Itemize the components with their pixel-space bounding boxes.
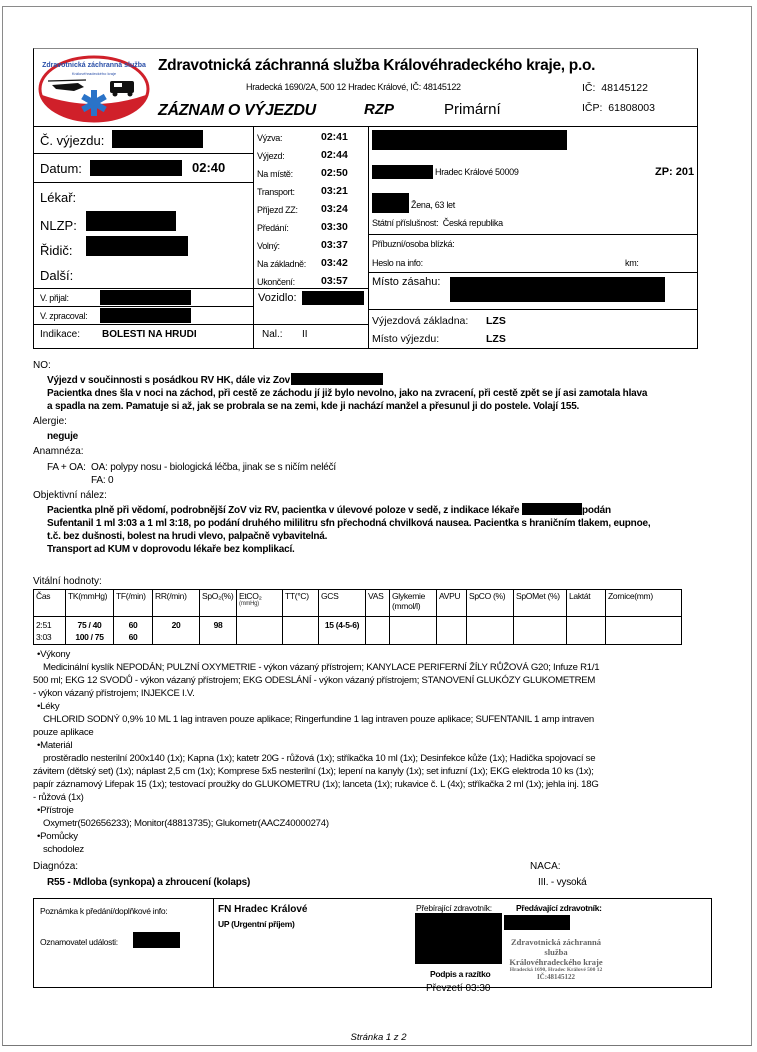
redacted-block <box>100 290 191 305</box>
anamnesis-text: OA: polypy nosu - biologická léčba, jinak se s ničím neléčí FA: 0 <box>91 462 336 486</box>
redacted-block <box>291 373 383 385</box>
time-row: Na místě: 02:50 <box>257 167 348 179</box>
dispatch-info-grid <box>33 127 698 349</box>
time-row: Výzva: 02:41 <box>257 131 348 143</box>
allergy-label: Alergie: <box>33 416 67 427</box>
vitals-label: Vitální hodnoty: <box>33 576 102 587</box>
organization-address: Hradecká 1690/2A, 500 12 Hradec Králové, IČ: 48145122 <box>246 82 461 92</box>
ic-number: IČ: 48145122 <box>582 82 648 94</box>
time-row: Předání: 03:30 <box>257 221 348 233</box>
redacted-block <box>133 932 180 948</box>
diagnosis-value: R55 - Mdloba (synkopa) a zhroucení (kolaps) <box>47 877 251 888</box>
redacted-block <box>302 291 364 305</box>
redacted-block <box>504 915 570 930</box>
anamnesis-label: Anamnéza: <box>33 446 84 457</box>
vehicle-cell: Vozidlo: <box>254 289 368 325</box>
no-text: Výjezd v součinnosti s posádkou RV HK, dále viz Zov Pacientka dnes šla v noci na záchod, při cestě ze záchodu jí již bylo nevolno, jako na zvracení, při cestě zpět se jí asi zamotala hlava a spadla na zem. Pamatuje si až, jak se probrala se na zemi, kde ji nachází manžel a přesunul ji do postele. Volají 155. <box>47 375 648 412</box>
naca-label: NACA: <box>530 861 561 872</box>
redacted-block <box>372 193 409 213</box>
dispatch-number-cell: Č. výjezdu: <box>34 127 253 154</box>
page-number: Stránka 1 z 2 <box>350 1032 407 1043</box>
icp-number: IČP: 61808003 <box>582 102 655 114</box>
crew-type: RZP <box>364 101 394 118</box>
aids-heading: •Pomůcky <box>37 831 78 842</box>
time-row: Na základně: 03:42 <box>257 257 348 269</box>
redacted-block <box>100 308 191 323</box>
times-list <box>257 131 365 293</box>
urgency-cell: Nal.: II <box>262 329 308 340</box>
signature-redacted <box>415 913 502 964</box>
nationality: Státní příslušnost: Česká republika <box>372 218 503 228</box>
redacted-block <box>90 160 182 176</box>
redacted-block <box>372 165 433 179</box>
vitals-header-row: Čas TK(mmHg) TF(/min) RR(/min) SpO₂(%) EtCO₂ (mmHg) TT(°C) GCS VAS Glykemie (mmol/l) AVPU SpCO (%) SpOMet (%) Laktát Zornice(mm) <box>34 590 682 617</box>
patient-column <box>369 127 697 348</box>
redacted-block <box>450 277 665 302</box>
redacted-block <box>522 503 582 515</box>
incident-location-cell: Místo zásahu: <box>369 273 697 310</box>
handover-box: Poznámka k předání/doplňkové info: Oznamovatel události: FN Hradec Králové UP (Urgentní příjem) Přebírající zdravotník: Podpis a razítko Převzetí 03:30 Předávající zdravotník: Zdravotnická záchranná služba Královéhradeckého kraje Hradecká 1690, Hradec Králové 500 12 IČ:48145122 <box>33 898 712 988</box>
document-title: ZÁZNAM O VÝJEZDU <box>158 102 316 119</box>
redacted-block <box>112 130 203 148</box>
naca-value: III. - vysoká <box>538 877 587 888</box>
diagnosis-label: Diagnóza: <box>33 861 79 872</box>
time-row: Volný: 03:37 <box>257 239 348 251</box>
processed-by-cell: V. zpracoval: <box>34 307 253 325</box>
time-row: Příjezd ZZ: 03:24 <box>257 203 348 215</box>
time-row: Výjezd: 02:44 <box>257 149 348 161</box>
relative-cell: Příbuzní/osoba blízká: Heslo na info: km: <box>369 235 697 273</box>
handover-note-cell: Poznámka k předání/doplňkové info: Oznamovatel události: <box>34 899 214 987</box>
material-heading: •Materiál <box>37 740 73 751</box>
anamnesis-key: FA + OA: <box>47 462 86 473</box>
svg-text:Zdravotnická záchranná služba: Zdravotnická záchranná služba <box>42 62 146 69</box>
date-cell: Datum: 02:40 <box>34 154 253 183</box>
times-column <box>254 127 369 348</box>
times-cell <box>254 127 368 289</box>
received-by-cell: V. přijal: <box>34 289 253 307</box>
organization-stamp: Zdravotnická záchranná služba Královéhradeckého kraje Hradecká 1690, Hradec Králové 500 12 IČ:48145122 <box>509 937 603 981</box>
document-header <box>33 48 698 127</box>
redacted-block <box>86 211 176 231</box>
no-label: NO: <box>33 360 51 371</box>
svg-text:Královéhradeckého kraje: Královéhradeckého kraje <box>71 71 117 76</box>
dispatch-priority: Primární <box>444 101 501 118</box>
crew-column <box>34 127 254 348</box>
allergy-value: neguje <box>47 431 79 442</box>
redacted-block <box>86 236 188 256</box>
objective-finding-text: Pacientka plně při vědomí, podrobnější ZoV viz RV, pacientka v úlevové poloze v sedě, z indikace lékaře podán Sufentanil 1 ml 3:03 a 1 ml 3:18, po podání druhého mililitru sfn přechodná chvilková nausea. Pacientka s hraničním tlakem, eupnoe, t.č. bez dušnosti, bolest na hrudi vlevo, palpačně vybavitelná. Transport ad KUM v doprovodu lékaře bez komplikací. <box>47 505 651 555</box>
objective-finding-label: Objektivní nález: <box>33 490 107 501</box>
devices-heading: •Přístroje <box>37 805 74 816</box>
medications-heading: •Léky <box>37 701 60 712</box>
vitals-table <box>33 589 682 645</box>
base-cell: Výjezdová základna: LZS Místo výjezdu: LZS <box>372 315 506 345</box>
time-row: Transport: 03:21 <box>257 185 348 197</box>
hospital-department: UP (Urgentní příjem) <box>218 919 295 929</box>
organization-name: Zdravotnická záchranná služba Královéhradeckého kraje, p.o. <box>158 57 596 74</box>
redacted-block <box>372 130 567 150</box>
vitals-row: 3:03 100 / 75 60 <box>34 631 682 645</box>
crew-cell: Lékař: NLZP: Řidič: Další: <box>34 183 253 289</box>
time-row: Ukončení: 03:57 <box>257 275 348 287</box>
patient-cell: Hradec Králové 50009 ZP: 201 Žena, 63 let Státní příslušnost: Česká republika <box>369 127 697 235</box>
procedures-list: •Výkony Medicinální kyslík NEPODÁN; PULZNÍ OXYMETRIE - výkon vázaný přístrojem; KANYLACE PERIFERNÍ ŽÍLY RŮŽOVÁ G20; Infuze R1/1 500 ml; EKG 12 SVODŮ - výkon vázaný přístrojem; EKG ODESLÁNÍ - výkon vázaný přístrojem; STANOVENÍ GLUKÓZY GLUKOMETREM - výkon vázaný přístrojem; INJEKCE I.V. •Léky CHLORID SODNÝ 0,9% 10 ML 1 lag intraven pouze aplikace; Ringerfundine 1 lag intraven pouze aplikace; SUFENTANIL 1 amp intraven pouze aplikace •Materiál prostěradlo nesterilní 200x140 (1x); Kapna (1x); katetr 20G - růžová (1x); stříkačka 10 ml (1x); Desinfekce kůže (1x); Hadička spojovací se závitem (dětský set) (1x); náplast 2,5 cm (1x); Komprese 5x5 nesterilní (1x); lepení na kanyly (1x); set infuzní (1x); EKG elektroda 10 ks (1x); papír záznamový Lifepak 15 (1x); testovací proužky do GLUKOMETRU (1x); lanceta (1x); rukavice č. L (4x); stříkačka 2 ml (1x); jehla inj. 18G - růžová (1x) •Přístroje Oxymetr(502656233); Monitor(48813735); Glukometr(AACZ40000274) •Pomůcky schodolez <box>33 648 693 856</box>
hospital-name: FN Hradec Králové <box>218 904 308 915</box>
vitals-row: 2:51 75 / 40 60 20 98 15 (4-5-6) <box>34 617 682 632</box>
procedures-heading: •Výkony <box>37 649 71 660</box>
ems-logo-icon <box>38 53 150 123</box>
indication-cell: Indikace: BOLESTI NA HRUDI <box>40 329 197 340</box>
